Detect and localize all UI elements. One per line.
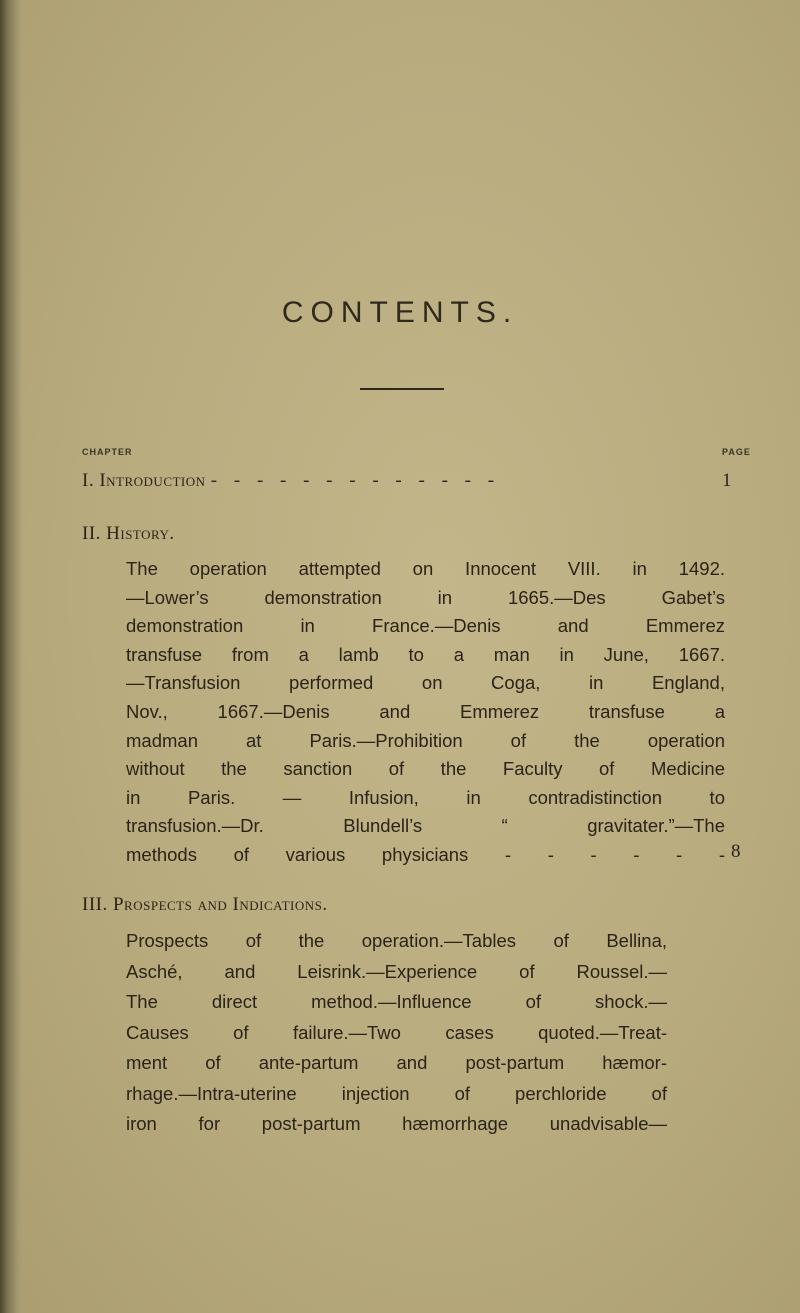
summary-line: methods of various physicians - - - - - - xyxy=(126,843,725,865)
summary-line: —Lower’s demonstration in 1665.—Des Gabet’s xyxy=(126,586,725,608)
summary-line: rhage.—Intra-uterine injection of perchloride of xyxy=(126,1082,667,1104)
chapter-numeral: III. xyxy=(82,894,108,915)
summary-line: in Paris. — Infusion, in contradistinction to xyxy=(126,786,725,808)
toc-entry-introduction xyxy=(82,470,500,492)
toc-entry-history xyxy=(82,523,175,545)
chapter-heading: History. xyxy=(106,523,175,544)
page-binding-edge xyxy=(0,0,22,1313)
dot-leader: - - - - - - - - - - - - - xyxy=(210,470,501,491)
chapter-heading: Introduction xyxy=(99,470,206,491)
chapter-summary-prospects xyxy=(126,926,667,1140)
summary-line: Prospects of the operation.—Tables of Bellina, xyxy=(126,930,667,951)
chapter-numeral: I. xyxy=(82,470,95,491)
summary-line: Asché, and Leisrink.—Experience of Roussel.— xyxy=(126,960,667,982)
summary-line: iron for post-partum hæmorrhage unadvisable— xyxy=(126,1113,667,1134)
page-title: CONTENTS. xyxy=(281,296,519,329)
page-number: 8 xyxy=(731,841,741,862)
page-column-label: PAGE xyxy=(722,447,751,457)
summary-line: madman at Paris.—Prohibition of the operation xyxy=(126,729,725,751)
summary-line: without the sanction of the Faculty of Medicine xyxy=(126,758,725,780)
chapter-summary-history xyxy=(126,555,725,870)
chapter-numeral: II. xyxy=(82,523,101,544)
summary-line: transfusion.—Dr. Blundell’s “ gravitater.”—The xyxy=(126,815,725,837)
summary-line: demonstration in France.—Denis and Emmerez xyxy=(126,615,725,637)
chapter-column-label: CHAPTER xyxy=(82,447,133,457)
title-rule xyxy=(360,388,444,390)
summary-line: Nov., 1667.—Denis and Emmerez transfuse a xyxy=(126,700,725,722)
page-number: 1 xyxy=(722,470,732,491)
chapter-heading: Prospects and Indications. xyxy=(112,894,328,915)
toc-entry-prospects xyxy=(82,894,328,916)
summary-line: Causes of failure.—Two cases quoted.—Treat- xyxy=(126,1021,667,1043)
summary-line: —Transfusion performed on Coga, in England, xyxy=(126,672,725,694)
summary-line: ment of ante-partum and post-partum hæmor- xyxy=(126,1052,667,1073)
summary-line: transfuse from a lamb to a man in June, 1667. xyxy=(126,643,725,665)
summary-line: The direct method.—Influence of shock.— xyxy=(126,991,667,1012)
summary-line: The operation attempted on Innocent VIII. in 1492. xyxy=(126,558,725,579)
